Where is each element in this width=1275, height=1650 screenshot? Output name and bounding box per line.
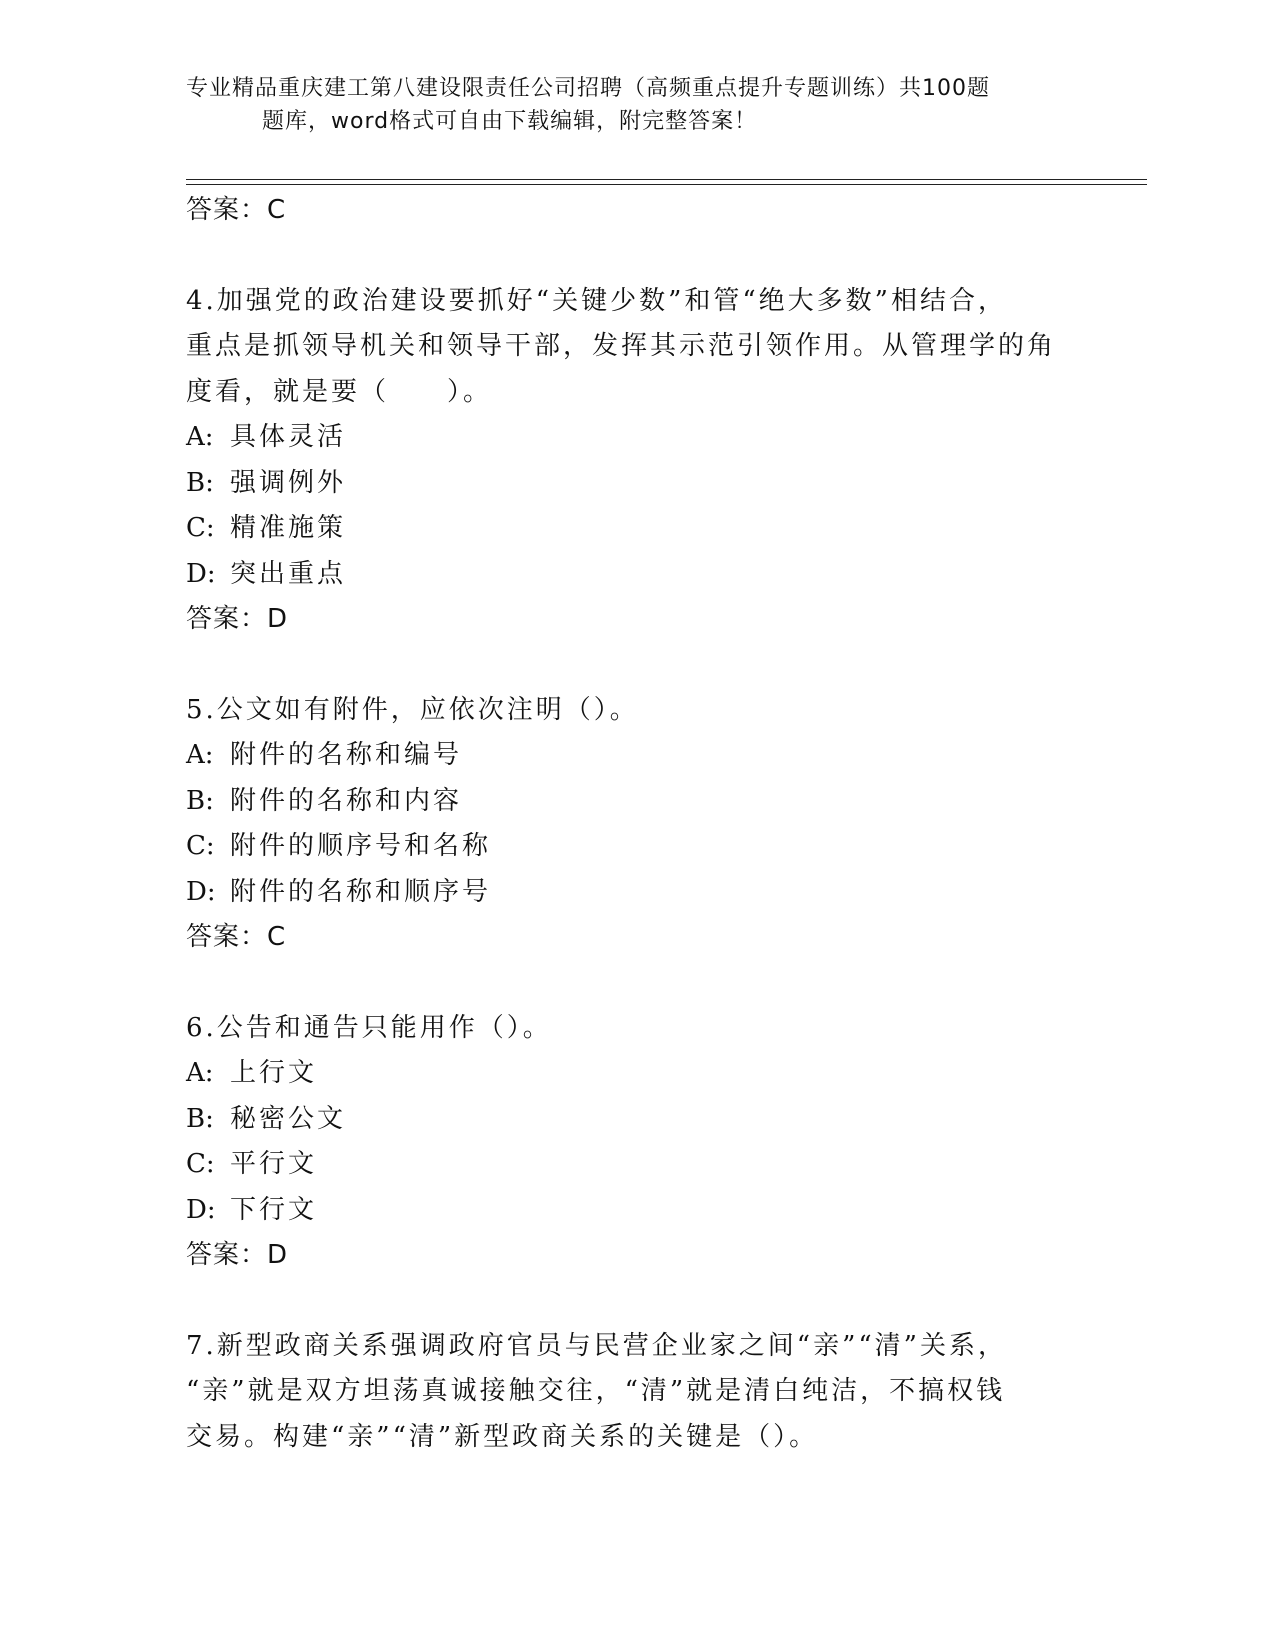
option-label: C:	[186, 513, 215, 543]
option-d	[186, 1188, 1086, 1234]
option-label: C:	[186, 1149, 215, 1179]
question-block	[186, 688, 1086, 961]
question-text: “亲”就是双方坦荡真诚接触交往，“清”就是清白纯洁，不搞权钱	[186, 1376, 1006, 1406]
option-text: 平行文	[230, 1149, 318, 1179]
option-label: A:	[186, 422, 214, 452]
option-a	[186, 1051, 1086, 1097]
option-label: B:	[186, 785, 214, 816]
header-line-1: 专业精品重庆建工第八建设限责任公司招聘（高频重点提升专题训练）共100题	[186, 76, 990, 101]
option-label: D:	[186, 558, 216, 589]
option-c	[186, 1142, 1086, 1188]
option-d	[186, 870, 1086, 916]
question-text: 重点是抓领导机关和领导干部，发挥其示范引领作用。从管理学的角	[186, 331, 1057, 361]
option-label: C:	[186, 831, 215, 861]
option-text: 具体灵活	[230, 422, 347, 452]
header-rule-top	[186, 179, 1147, 180]
question-text: 7.新型政商关系强调政府官员与民营企业家之间“亲”“清”关系，	[186, 1330, 1007, 1361]
question-text: 交易。构建“亲”“清”新型政商关系的关键是（）。	[186, 1421, 819, 1452]
option-d	[186, 552, 1086, 598]
question-block	[186, 1006, 1086, 1279]
option-text: 精准施策	[230, 513, 347, 543]
document-body	[186, 188, 1086, 1460]
option-label: A:	[186, 1058, 214, 1088]
option-c	[186, 506, 1086, 552]
answer-line: 答案：D	[186, 1240, 289, 1270]
question-text: 4.加强党的政治建设要抓好“关键少数”和管“绝大多数”相结合，	[186, 285, 1007, 316]
option-label: A:	[186, 740, 214, 770]
question-text: 度看，就是要（ ）。	[186, 376, 493, 407]
question-block	[186, 1324, 1086, 1461]
option-c	[186, 824, 1086, 870]
option-text: 上行文	[230, 1058, 318, 1088]
option-label: B:	[186, 467, 214, 498]
question-block	[186, 279, 1086, 643]
option-a	[186, 415, 1086, 461]
option-label: D:	[186, 1194, 216, 1225]
question-text: 6.公告和通告只能用作（）。	[186, 1012, 552, 1043]
option-b	[186, 461, 1086, 507]
option-b	[186, 1097, 1086, 1143]
option-b	[186, 779, 1086, 825]
option-a	[186, 733, 1086, 779]
option-text: 强调例外	[230, 467, 347, 498]
option-text: 突出重点	[230, 558, 347, 589]
option-text: 附件的名称和编号	[230, 740, 463, 770]
document-header	[186, 72, 1066, 138]
option-text: 附件的名称和内容	[230, 785, 463, 816]
option-text: 附件的顺序号和名称	[230, 831, 492, 861]
header-line-2: 题库，word格式可自由下载编辑，附完整答案！	[262, 109, 758, 134]
option-label: B:	[186, 1103, 214, 1134]
option-label: D:	[186, 876, 216, 907]
option-text: 下行文	[230, 1194, 318, 1225]
answer-line: 答案：C	[186, 195, 287, 225]
header-rule-bottom	[186, 184, 1147, 185]
answer-line: 答案：D	[186, 604, 289, 634]
answer-line: 答案：C	[186, 922, 287, 952]
question-text: 5.公文如有附件，应依次注明（）。	[186, 694, 639, 725]
option-text: 秘密公文	[230, 1103, 347, 1134]
option-text: 附件的名称和顺序号	[230, 876, 492, 907]
